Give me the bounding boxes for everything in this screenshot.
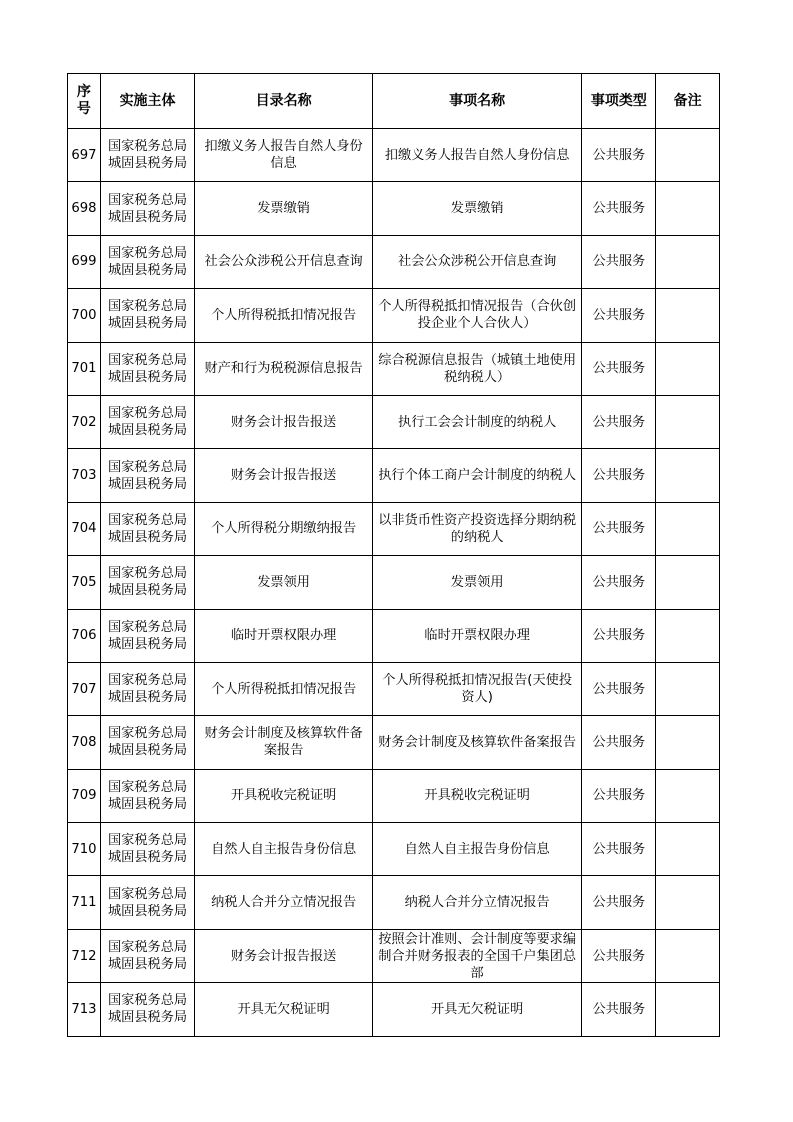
cell-type: 公共服务 [582, 769, 656, 822]
cell-catalog: 财务会计报告报送 [195, 929, 373, 982]
table-header [68, 74, 720, 129]
cell-org: 国家税务总局城固县税务局 [100, 342, 194, 395]
cell-org: 国家税务总局城固县税务局 [100, 129, 194, 182]
cell-type: 公共服务 [582, 662, 656, 715]
cell-catalog: 扣缴义务人报告自然人身份信息 [195, 129, 373, 182]
cell-catalog: 财务会计报告报送 [195, 449, 373, 502]
cell-org: 国家税务总局城固县税务局 [100, 929, 194, 982]
table-row [68, 556, 720, 609]
cell-type: 公共服务 [582, 449, 656, 502]
header-note: 备注 [656, 74, 720, 129]
cell-catalog: 财务会计制度及核算软件备案报告 [195, 716, 373, 769]
cell-note [656, 289, 720, 342]
cell-org: 国家税务总局城固县税务局 [100, 556, 194, 609]
cell-note [656, 876, 720, 929]
cell-item: 自然人自主报告身份信息 [372, 823, 581, 876]
cell-catalog: 发票缴销 [195, 182, 373, 235]
cell-type: 公共服务 [582, 502, 656, 555]
table-row [68, 342, 720, 395]
cell-note [656, 556, 720, 609]
cell-item: 发票领用 [372, 556, 581, 609]
cell-note [656, 395, 720, 448]
table-row [68, 609, 720, 662]
cell-type: 公共服务 [582, 182, 656, 235]
cell-note [656, 662, 720, 715]
table-row [68, 289, 720, 342]
cell-catalog: 个人所得税分期缴纳报告 [195, 502, 373, 555]
cell-catalog: 个人所得税抵扣情况报告 [195, 662, 373, 715]
cell-no: 706 [68, 609, 101, 662]
table-body [68, 129, 720, 1037]
cell-type: 公共服务 [582, 983, 656, 1036]
cell-org: 国家税务总局城固县税务局 [100, 235, 194, 288]
cell-item: 综合税源信息报告（城镇土地使用税纳税人） [372, 342, 581, 395]
table-row [68, 395, 720, 448]
cell-note [656, 129, 720, 182]
table-row [68, 769, 720, 822]
cell-org: 国家税务总局城固县税务局 [100, 609, 194, 662]
cell-item: 执行个体工商户会计制度的纳税人 [372, 449, 581, 502]
cell-org: 国家税务总局城固县税务局 [100, 502, 194, 555]
table-row [68, 502, 720, 555]
cell-no: 713 [68, 983, 101, 1036]
cell-item: 以非货币性资产投资选择分期纳税的纳税人 [372, 502, 581, 555]
cell-note [656, 823, 720, 876]
cell-item: 财务会计制度及核算软件备案报告 [372, 716, 581, 769]
cell-type: 公共服务 [582, 716, 656, 769]
cell-org: 国家税务总局城固县税务局 [100, 182, 194, 235]
header-org: 实施主体 [100, 74, 194, 129]
cell-org: 国家税务总局城固县税务局 [100, 662, 194, 715]
cell-org: 国家税务总局城固县税务局 [100, 716, 194, 769]
cell-no: 699 [68, 235, 101, 288]
cell-item: 开具税收完税证明 [372, 769, 581, 822]
cell-org: 国家税务总局城固县税务局 [100, 983, 194, 1036]
cell-no: 703 [68, 449, 101, 502]
header-item: 事项名称 [372, 74, 581, 129]
table-row [68, 929, 720, 982]
cell-no: 707 [68, 662, 101, 715]
cell-type: 公共服务 [582, 929, 656, 982]
cell-no: 702 [68, 395, 101, 448]
cell-note [656, 502, 720, 555]
cell-no: 709 [68, 769, 101, 822]
table-row [68, 983, 720, 1036]
table-row [68, 182, 720, 235]
cell-catalog: 自然人自主报告身份信息 [195, 823, 373, 876]
cell-note [656, 929, 720, 982]
header-type: 事项类型 [582, 74, 656, 129]
cell-no: 705 [68, 556, 101, 609]
cell-org: 国家税务总局城固县税务局 [100, 449, 194, 502]
cell-item: 发票缴销 [372, 182, 581, 235]
cell-catalog: 临时开票权限办理 [195, 609, 373, 662]
cell-note [656, 449, 720, 502]
cell-note [656, 716, 720, 769]
cell-catalog: 财产和行为税税源信息报告 [195, 342, 373, 395]
cell-type: 公共服务 [582, 395, 656, 448]
table-row [68, 235, 720, 288]
cell-catalog: 纳税人合并分立情况报告 [195, 876, 373, 929]
cell-note [656, 769, 720, 822]
cell-note [656, 609, 720, 662]
cell-type: 公共服务 [582, 556, 656, 609]
cell-no: 701 [68, 342, 101, 395]
table-row [68, 823, 720, 876]
cell-catalog: 个人所得税抵扣情况报告 [195, 289, 373, 342]
cell-note [656, 182, 720, 235]
cell-no: 704 [68, 502, 101, 555]
cell-catalog: 开具无欠税证明 [195, 983, 373, 1036]
cell-type: 公共服务 [582, 342, 656, 395]
cell-org: 国家税务总局城固县税务局 [100, 395, 194, 448]
cell-type: 公共服务 [582, 823, 656, 876]
cell-type: 公共服务 [582, 129, 656, 182]
cell-item: 纳税人合并分立情况报告 [372, 876, 581, 929]
cell-item: 个人所得税抵扣情况报告(天使投资人) [372, 662, 581, 715]
cell-note [656, 342, 720, 395]
cell-type: 公共服务 [582, 235, 656, 288]
cell-item: 执行工会会计制度的纳税人 [372, 395, 581, 448]
cell-note [656, 983, 720, 1036]
cell-type: 公共服务 [582, 289, 656, 342]
cell-org: 国家税务总局城固县税务局 [100, 823, 194, 876]
cell-catalog: 财务会计报告报送 [195, 395, 373, 448]
table-row [68, 876, 720, 929]
cell-org: 国家税务总局城固县税务局 [100, 769, 194, 822]
table-row [68, 449, 720, 502]
cell-item: 个人所得税抵扣情况报告（合伙创投企业个人合伙人） [372, 289, 581, 342]
cell-item: 临时开票权限办理 [372, 609, 581, 662]
header-row [68, 74, 720, 129]
cell-no: 708 [68, 716, 101, 769]
cell-type: 公共服务 [582, 609, 656, 662]
cell-item: 扣缴义务人报告自然人身份信息 [372, 129, 581, 182]
cell-no: 712 [68, 929, 101, 982]
cell-type: 公共服务 [582, 876, 656, 929]
header-catalog: 目录名称 [195, 74, 373, 129]
service-items-table [67, 73, 720, 1037]
cell-no: 698 [68, 182, 101, 235]
cell-org: 国家税务总局城固县税务局 [100, 289, 194, 342]
cell-catalog: 开具税收完税证明 [195, 769, 373, 822]
cell-no: 710 [68, 823, 101, 876]
cell-no: 711 [68, 876, 101, 929]
cell-org: 国家税务总局城固县税务局 [100, 876, 194, 929]
cell-item: 社会公众涉税公开信息查询 [372, 235, 581, 288]
cell-no: 700 [68, 289, 101, 342]
cell-note [656, 235, 720, 288]
cell-no: 697 [68, 129, 101, 182]
header-no: 序号 [68, 74, 101, 129]
table-row [68, 129, 720, 182]
table-row [68, 716, 720, 769]
cell-item: 开具无欠税证明 [372, 983, 581, 1036]
cell-item: 按照会计准则、会计制度等要求编制合并财务报表的全国千户集团总部 [372, 929, 581, 982]
cell-catalog: 发票领用 [195, 556, 373, 609]
cell-catalog: 社会公众涉税公开信息查询 [195, 235, 373, 288]
table-row [68, 662, 720, 715]
